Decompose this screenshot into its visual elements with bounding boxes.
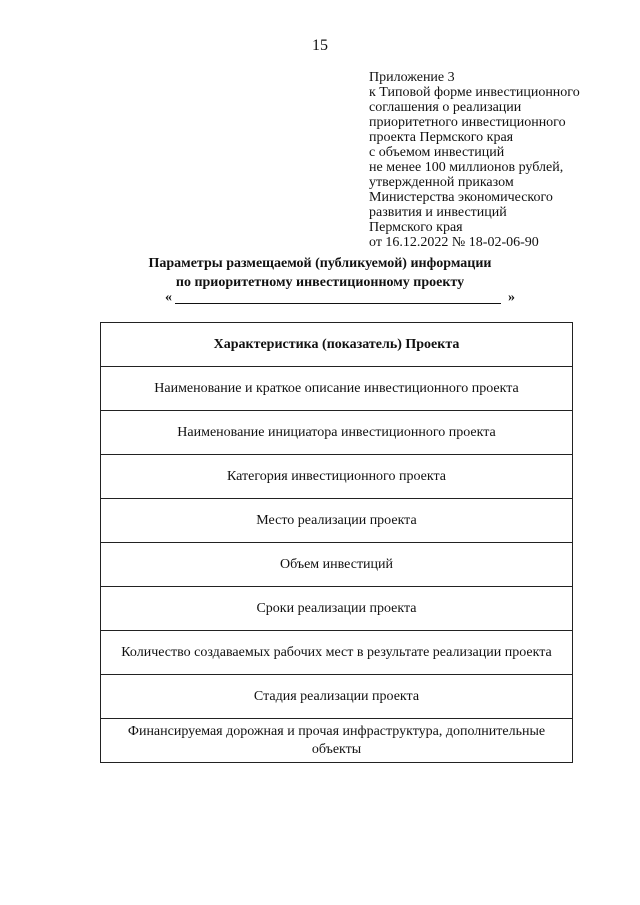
table-cell: Наименование инициатора инвестиционного проекта (101, 411, 573, 455)
table-cell: Категория инвестиционного проекта (101, 455, 573, 499)
table-row (101, 587, 573, 631)
appendix-line: с объемом инвестиций (369, 145, 505, 160)
appendix-line: Приложение 3 (369, 70, 455, 85)
table-row (101, 499, 573, 543)
title-line: Параметры размещаемой (публикуемой) информации (148, 256, 492, 271)
table-cell: Финансируемая дорожная и прочая инфраструктура, дополнительные объекты (101, 719, 573, 763)
table-header-row (101, 323, 573, 367)
quote-open: « (165, 290, 172, 305)
page-number: 15 (312, 37, 328, 54)
table-header-cell: Характеристика (показатель) Проекта (101, 323, 573, 367)
table-cell: Место реализации проекта (101, 499, 573, 543)
table-row (101, 675, 573, 719)
table-cell: Количество создаваемых рабочих мест в результате реализации проекта (101, 631, 573, 675)
appendix-line: соглашения о реализации (369, 100, 522, 115)
appendix-line: проекта Пермского края (369, 130, 514, 145)
table-cell: Стадия реализации проекта (101, 675, 573, 719)
table-row (101, 719, 573, 763)
appendix-line: приоритетного инвестиционного (369, 115, 566, 130)
title-line: по приоритетному инвестиционному проекту (175, 275, 465, 290)
parameters-table (100, 322, 573, 763)
appendix-line: не менее 100 миллионов рублей, (369, 160, 564, 175)
appendix-line: от 16.12.2022 № 18-02-06-90 (369, 235, 539, 250)
table-cell: Наименование и краткое описание инвестиционного проекта (101, 367, 573, 411)
appendix-line: развития и инвестиций (369, 205, 507, 220)
blank-underline (175, 303, 501, 304)
table-cell: Сроки реализации проекта (101, 587, 573, 631)
document-title (0, 254, 640, 292)
appendix-line: к Типовой форме инвестиционного (369, 85, 580, 100)
table-row (101, 411, 573, 455)
table-cell: Объем инвестиций (101, 543, 573, 587)
quote-close: » (508, 290, 515, 305)
table-row (101, 455, 573, 499)
appendix-line: Министерства экономического (369, 190, 553, 205)
appendix-line: Пермского края (369, 220, 463, 235)
appendix-reference (369, 70, 634, 250)
table-row (101, 631, 573, 675)
table-row (101, 367, 573, 411)
table-row (101, 543, 573, 587)
appendix-line: утвержденной приказом (369, 175, 514, 190)
